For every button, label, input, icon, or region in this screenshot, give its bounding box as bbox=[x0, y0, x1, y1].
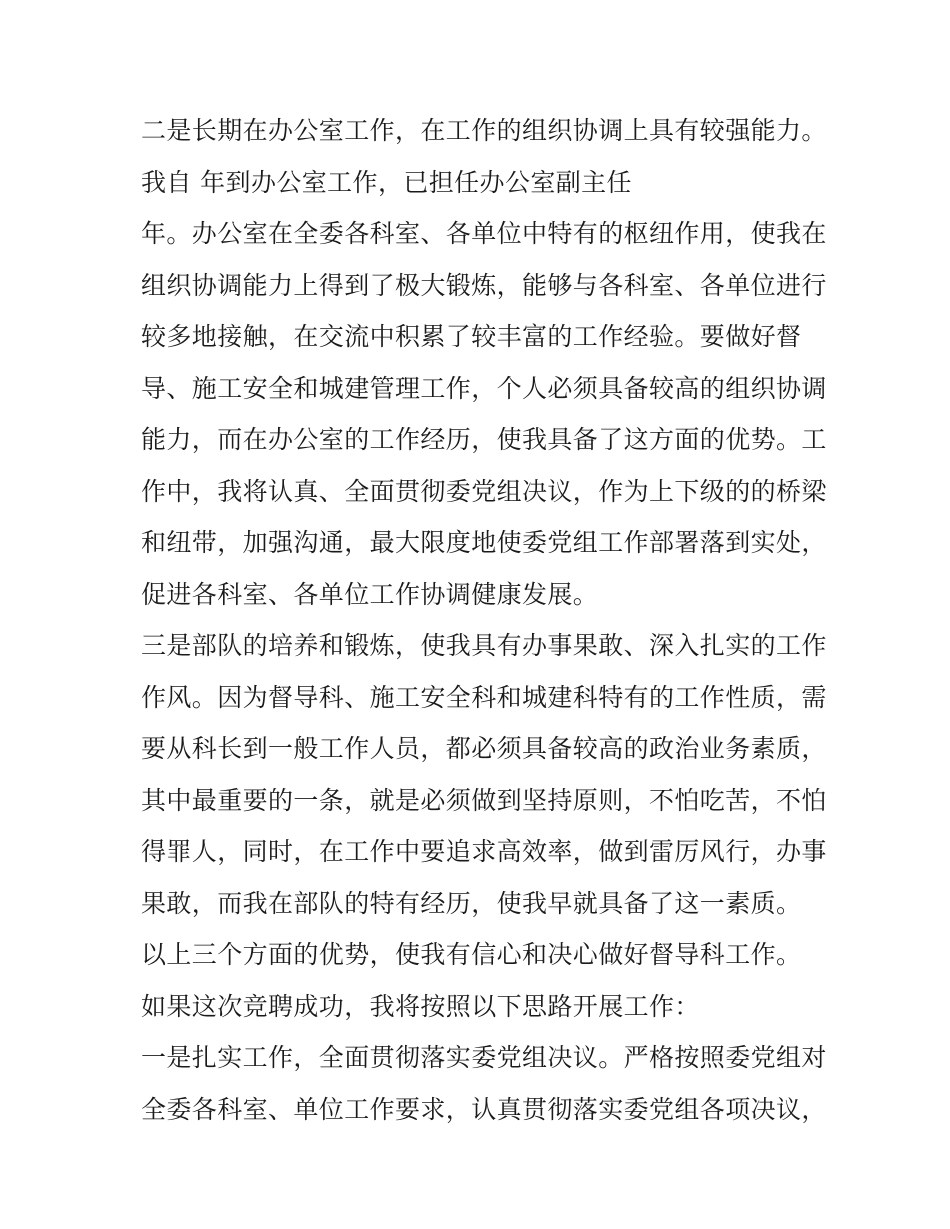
text-line: 能力，而在办公室的工作经历，使我具备了这方面的优势。工 bbox=[141, 425, 827, 454]
text-line: 全委各科室、单位工作要求，认真贯彻落实委党组各项决议， bbox=[141, 1094, 827, 1124]
document-body bbox=[141, 105, 827, 1135]
text-line: 以上三个方面的优势，使我有信心和决心做好督导科工作。 bbox=[141, 940, 802, 969]
text-line: 和纽带，加强沟通，最大限度地使委党组工作部署落到实处， bbox=[141, 528, 827, 557]
text-line: 导、施工安全和城建管理工作，个人必须具备较高的组织协调 bbox=[141, 373, 827, 403]
text-line: 作中，我将认真、全面贯彻委党组决议，作为上下级的的桥梁 bbox=[141, 476, 827, 506]
text-line: 一是扎实工作，全面贯彻落实委党组决议。严格按照委党组对 bbox=[141, 1043, 827, 1072]
text-line: 如果这次竞聘成功，我将按照以下思路开展工作： bbox=[141, 991, 700, 1021]
text-line: 年。办公室在全委各科室、各单位中特有的枢纽作用，使我在 bbox=[141, 219, 827, 248]
text-line: 作风。因为督导科、施工安全科和城建科特有的工作性质，需 bbox=[141, 682, 827, 712]
text-line: 我自 年到办公室工作，已担任办公室副主任 bbox=[141, 167, 632, 197]
text-line: 组织协调能力上得到了极大锻炼，能够与各科室、各单位进行 bbox=[141, 270, 827, 300]
text-line: 三是部队的培养和锻炼，使我具有办事果敢、深入扎实的工作 bbox=[141, 631, 827, 660]
text-line: 要从科长到一般工作人员，都必须具备较高的政治业务素质， bbox=[141, 734, 827, 763]
text-line: 促进各科室、各单位工作协调健康发展。 bbox=[141, 579, 599, 609]
text-line: 得罪人，同时，在工作中要追求高效率，做到雷厉风行，办事 bbox=[141, 837, 827, 866]
text-line: 二是长期在办公室工作，在工作的组织协调上具有较强能力。 bbox=[141, 116, 827, 145]
text-line: 果敢，而我在部队的特有经历，使我早就具备了这一素质。 bbox=[141, 888, 802, 918]
text-line: 其中最重要的一条，就是必须做到坚持原则，不怕吃苦，不怕 bbox=[141, 785, 827, 815]
text-line: 较多地接触，在交流中积累了较丰富的工作经验。要做好督 bbox=[141, 322, 802, 351]
